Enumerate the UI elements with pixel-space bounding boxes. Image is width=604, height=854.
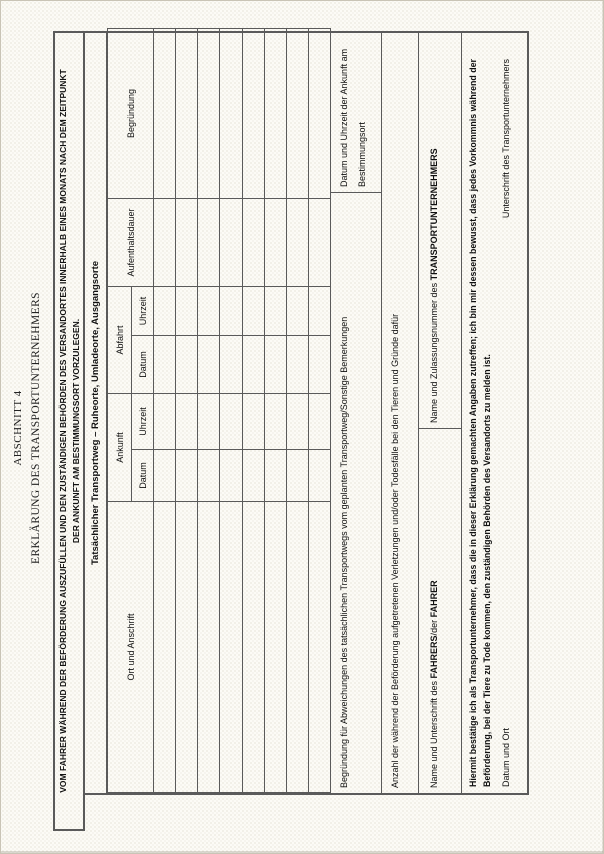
section-label: ABSCHNITT 4 — [12, 390, 24, 466]
route-table-empty-cell — [286, 450, 308, 502]
declaration-signature-row — [500, 39, 512, 787]
route-table-empty-cell — [286, 29, 308, 199]
col-header-ort-und-anschrift: Ort und Anschrift — [108, 502, 154, 793]
signatures-row — [419, 33, 462, 793]
route-table-empty-cell — [154, 450, 176, 502]
route-table-empty-cell — [308, 29, 330, 199]
ankunft-bestimmungsort-label: Datum und Uhrzeit der Ankunft am Bestimmungsort — [339, 48, 367, 187]
route-table-empty-cell — [176, 287, 198, 336]
route-table-empty-cell — [264, 336, 286, 394]
route-table-empty-cell — [198, 394, 220, 450]
rotated-form-sheet — [1, 1, 604, 854]
route-table-empty-cell — [154, 199, 176, 287]
route-table-empty-cell — [308, 394, 330, 450]
remarks-row — [331, 33, 382, 793]
route-table-empty-cell — [220, 502, 242, 793]
instruction-box — [53, 31, 85, 831]
route-table-empty-cell — [308, 287, 330, 336]
route-table-empty-cell — [286, 394, 308, 450]
col-header-abfahrt-uhrzeit: Uhrzeit — [132, 287, 154, 336]
route-table-heading: Tatsächlicher Transportweg – Ruheorte, Umladeorte, Ausgangsorte — [85, 33, 107, 793]
route-table-empty-cell — [176, 199, 198, 287]
route-table-empty-cell — [176, 502, 198, 793]
route-table-empty-row — [242, 29, 264, 793]
transportunternehmer-label: Name und Zulassungsnummer des TRANSPORTUNTERNEHMERS — [429, 148, 439, 423]
route-table-empty-cell — [264, 199, 286, 287]
route-table-empty-row — [308, 29, 330, 793]
route-table-empty-cell — [220, 29, 242, 199]
col-header-ankunft: Ankunft — [108, 394, 132, 502]
route-table-empty-cell — [286, 287, 308, 336]
fahrer-label: Name und Unterschrift des FAHRERS/der FAHRER — [429, 580, 439, 788]
route-table-empty-cell — [154, 336, 176, 394]
route-table-empty-row — [220, 29, 242, 793]
route-table-empty-cell — [220, 199, 242, 287]
route-table-empty-cell — [308, 199, 330, 287]
route-table-empty-cell — [198, 287, 220, 336]
route-table-empty-cell — [242, 336, 264, 394]
route-table-empty-cell — [198, 502, 220, 793]
route-table-empty-row — [198, 29, 220, 793]
route-table-empty-cell — [220, 394, 242, 450]
route-table — [107, 28, 331, 793]
instruction-line-1: VOM FAHRER WÄHREND DER BEFÖRDERUNG AUSZUFÜLLEN UND DEN ZUSTÄNDIGEN BEHÖRDEN DES VERSANDORTES INNERHALB EINES MONATS NACH DEM ZEITPUNKT — [58, 69, 68, 793]
route-table-empty-cell — [198, 450, 220, 502]
route-table-empty-cell — [264, 502, 286, 793]
route-table-empty-cell — [154, 29, 176, 199]
abweichungen-field — [331, 192, 381, 793]
route-table-empty-cell — [286, 502, 308, 793]
col-header-abfahrt: Abfahrt — [108, 287, 132, 394]
route-table-empty-cell — [220, 336, 242, 394]
datum-ort-label: Datum und Ort — [501, 727, 511, 787]
route-table-empty-cell — [198, 199, 220, 287]
route-table-empty-cell — [176, 450, 198, 502]
route-table-empty-row — [264, 29, 286, 793]
route-table-group-header-row — [108, 29, 132, 793]
col-header-ankunft-uhrzeit: Uhrzeit — [132, 394, 154, 450]
route-table-empty-cell — [242, 199, 264, 287]
route-table-empty-cell — [176, 29, 198, 199]
abweichungen-label: Begründung für Abweichungen des tatsächlichen Transportwegs vom geplanten Transportweg/Sonstige Bemerkungen — [339, 316, 349, 788]
route-table-empty-cell — [264, 394, 286, 450]
route-table-empty-cell — [176, 394, 198, 450]
section-title: ERKLÄRUNG DES TRANSPORTUNTERNEHMERS — [30, 292, 42, 564]
form-body — [85, 31, 529, 795]
transportunternehmer-field — [419, 33, 461, 428]
route-table-empty-cell — [154, 394, 176, 450]
route-table-empty-cell — [242, 394, 264, 450]
declaration-section — [462, 33, 527, 793]
route-table-body — [154, 29, 331, 793]
route-table-empty-cell — [242, 29, 264, 199]
route-table-empty-cell — [264, 450, 286, 502]
route-table-empty-cell — [176, 336, 198, 394]
route-table-empty-cell — [242, 287, 264, 336]
verluste-row — [382, 33, 419, 793]
instruction-line-2: DER ANKUNFT AM BESTIMMUNGSORT VORZULEGEN. — [71, 318, 81, 544]
route-table-empty-cell — [264, 287, 286, 336]
route-table-empty-cell — [308, 336, 330, 394]
route-table-empty-row — [154, 29, 176, 793]
declaration-line-1: Hiermit bestätige ich als Transportunternehmer, dass die in dieser Erklärung gemachten Angaben zutreffen; ich bin mir dessen bewusst, dass jedes Vorkommnis während der — [468, 59, 478, 787]
ankunft-bestimmungsort-field — [331, 33, 381, 192]
route-table-empty-cell — [242, 450, 264, 502]
route-table-empty-cell — [220, 450, 242, 502]
fahrer-signature-field — [419, 428, 461, 793]
col-header-begruendung: Begründung — [108, 29, 154, 199]
route-table-empty-cell — [308, 450, 330, 502]
route-table-empty-cell — [198, 29, 220, 199]
route-table-empty-cell — [308, 502, 330, 793]
route-table-empty-cell — [286, 336, 308, 394]
verluste-label: Anzahl der während der Beförderung aufgetretenen Verletzungen und/oder Todesfälle bei den Tieren und Gründe dafür — [390, 313, 400, 788]
route-table-empty-cell — [154, 502, 176, 793]
route-table-empty-cell — [220, 287, 242, 336]
route-table-empty-cell — [198, 336, 220, 394]
route-table-empty-cell — [242, 502, 264, 793]
route-table-empty-row — [176, 29, 198, 793]
declaration-line-2: Beförderung, bei der Tiere zu Tode kommen, den zuständigen Behörden des Versandorts zu melden ist. — [482, 354, 492, 787]
col-header-ankunft-datum: Datum — [132, 450, 154, 502]
route-table-empty-cell — [154, 287, 176, 336]
col-header-abfahrt-datum: Datum — [132, 336, 154, 394]
route-table-empty-cell — [264, 29, 286, 199]
route-table-empty-cell — [286, 199, 308, 287]
unterschrift-transportunternehmer-label: Unterschrift des Transportunternehmers — [501, 59, 511, 219]
col-header-aufenthaltsdauer: Aufenthaltsdauer — [108, 199, 154, 287]
route-table-empty-row — [286, 29, 308, 793]
